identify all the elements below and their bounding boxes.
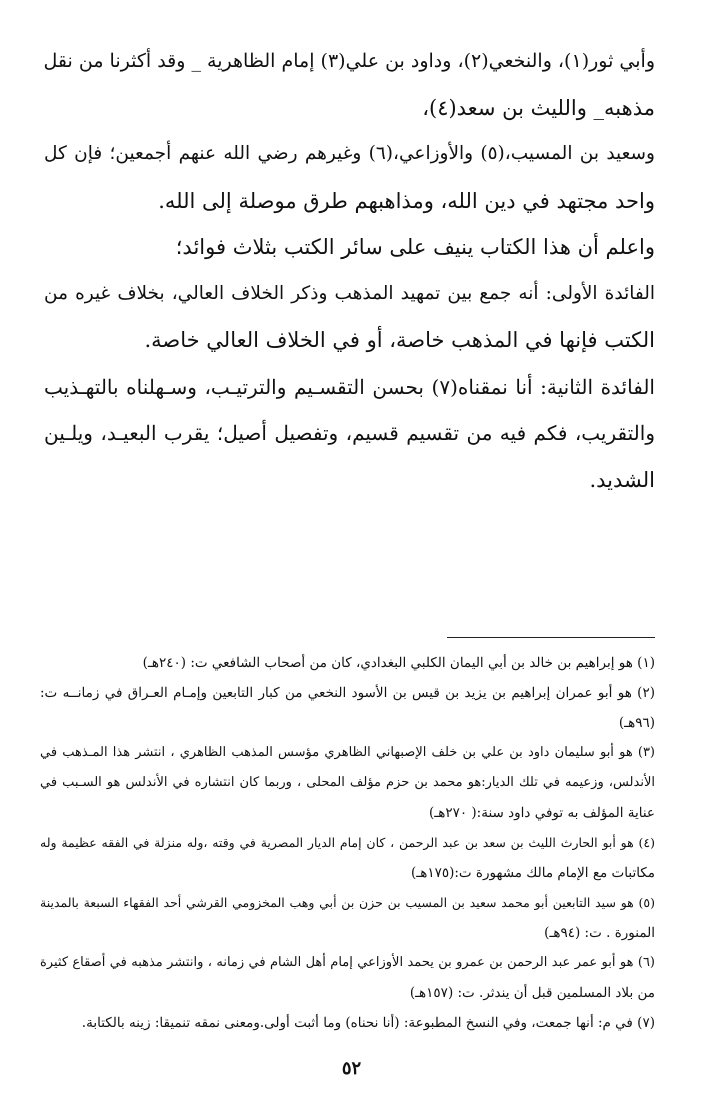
footnotes [40,648,655,1038]
footnote-line: (٥) هو سيد التابعين أبو محمد سعيد بن المسيب بن حزن بن أبي وهب المخزومي القرشي أحد الفقهاء السبعة بالمدينة [40,895,655,910]
main-line-7: الكتب فإنها في المذهب خاصة، أو في الخلاف العالي خاصة. [144,328,655,352]
footnote-line: مكاتبات مع الإمام مالك مشهورة ت:(١٧٥هـ) [410,865,655,881]
main-line-10: الشديد. [589,467,655,492]
footnote-line: (٧) في م: أنها جمعت، وفي النسخ المطبوعة: (أنا نحناه) وما أثبت أولى.ومعنى نمقه تنميقا: زينه بالكتابة. [81,1015,655,1031]
main-line-6: الفائدة الأولى: أنه جمع بين تمهيد المذهب وذكر الخلاف العالي، بخلاف غيره من [44,282,655,304]
main-text [44,38,655,503]
footnote-line: (٦) هو أبو عمر عبد الرحمن بن عمرو بن يحمد الأوزاعي إمام أهل الشام في زمانه ، وانتشر مذهبه في أصقاع كثيرة [40,955,655,970]
main-line-5: واعلم أن هذا الكتاب ينيف على سائر الكتب بثلاث فوائد؛ [175,235,655,259]
footnote-line: من بلاد المسلمين قبل أن يندثر. ت: (١٥٧هـ) [409,985,655,1001]
footnote-line: الأندلس، وزعيمه في تلك الديار:هو محمد بن حزم مؤلف المحلى ، وربما كان انتشاره في الأندلس هو السـبب في [40,775,655,790]
main-line-2: مذهبه_ والليث بن سعد(٤)، [422,95,655,120]
footnote-line: (٩٦هـ) [618,715,655,731]
footnote-line: (٣) هو أبو سليمان داود بن علي بن خلف الإصبهاني الظاهري مؤسس المذهب الظاهري ، انتشر هذا المـذهب في [40,745,655,760]
main-line-9: والتقريب، فكم فيه من تقسيم قسيم، وتفصيل أصيل؛ يقرب البعيـد، ويلـين [44,421,655,445]
main-line-1: وأبي ثور(١)، والنخعي(٢)، وداود بن علي(٣) إمام الظاهرية _ وقد أكثرنا من نقل [44,50,655,72]
footnote-line: (٤) هو أبو الحارث الليث بن سعد بن عبد الرحمن ، كان إمام الديار المصرية في وقته ،وله منزلة في الفقه عظيمة وله [40,835,655,850]
main-line-8: الفائدة الثانية: أنا نمقناه(٧) بحسن التقسـيم والترتيـب، وسـهلناه بالتهـذيب [44,374,655,399]
page-number: ٥٢ [341,1058,362,1079]
footnote-line: عناية المؤلف به توفي داود سنة:( ٢٧٠هـ) [429,805,655,821]
footnote-line: (١) هو إبراهيم بن خالد بن أبي اليمان الكلبي البغدادي، كان من أصحاب الشافعي ت: (٢٤٠هـ) [142,655,655,671]
main-line-3: وسعيد بن المسيب،(٥) والأوزاعي،(٦) وغيرهم رضي الله عنهم أجمعين؛ فإن كل [44,143,655,164]
footnote-line: (٢) هو أبو عمران إبراهيم بن يزيد بن قيس بن الأسود النخعي من كبار التابعين وإمـام العـراق في زمانــه ت: [40,685,655,701]
footnote-line: المنورة . ت: (٩٤هـ) [544,925,655,941]
footnote-separator [447,637,655,638]
main-line-4: واحد مجتهد في دين الله، ومذاهبهم طرق موصلة إلى الله. [158,188,655,213]
